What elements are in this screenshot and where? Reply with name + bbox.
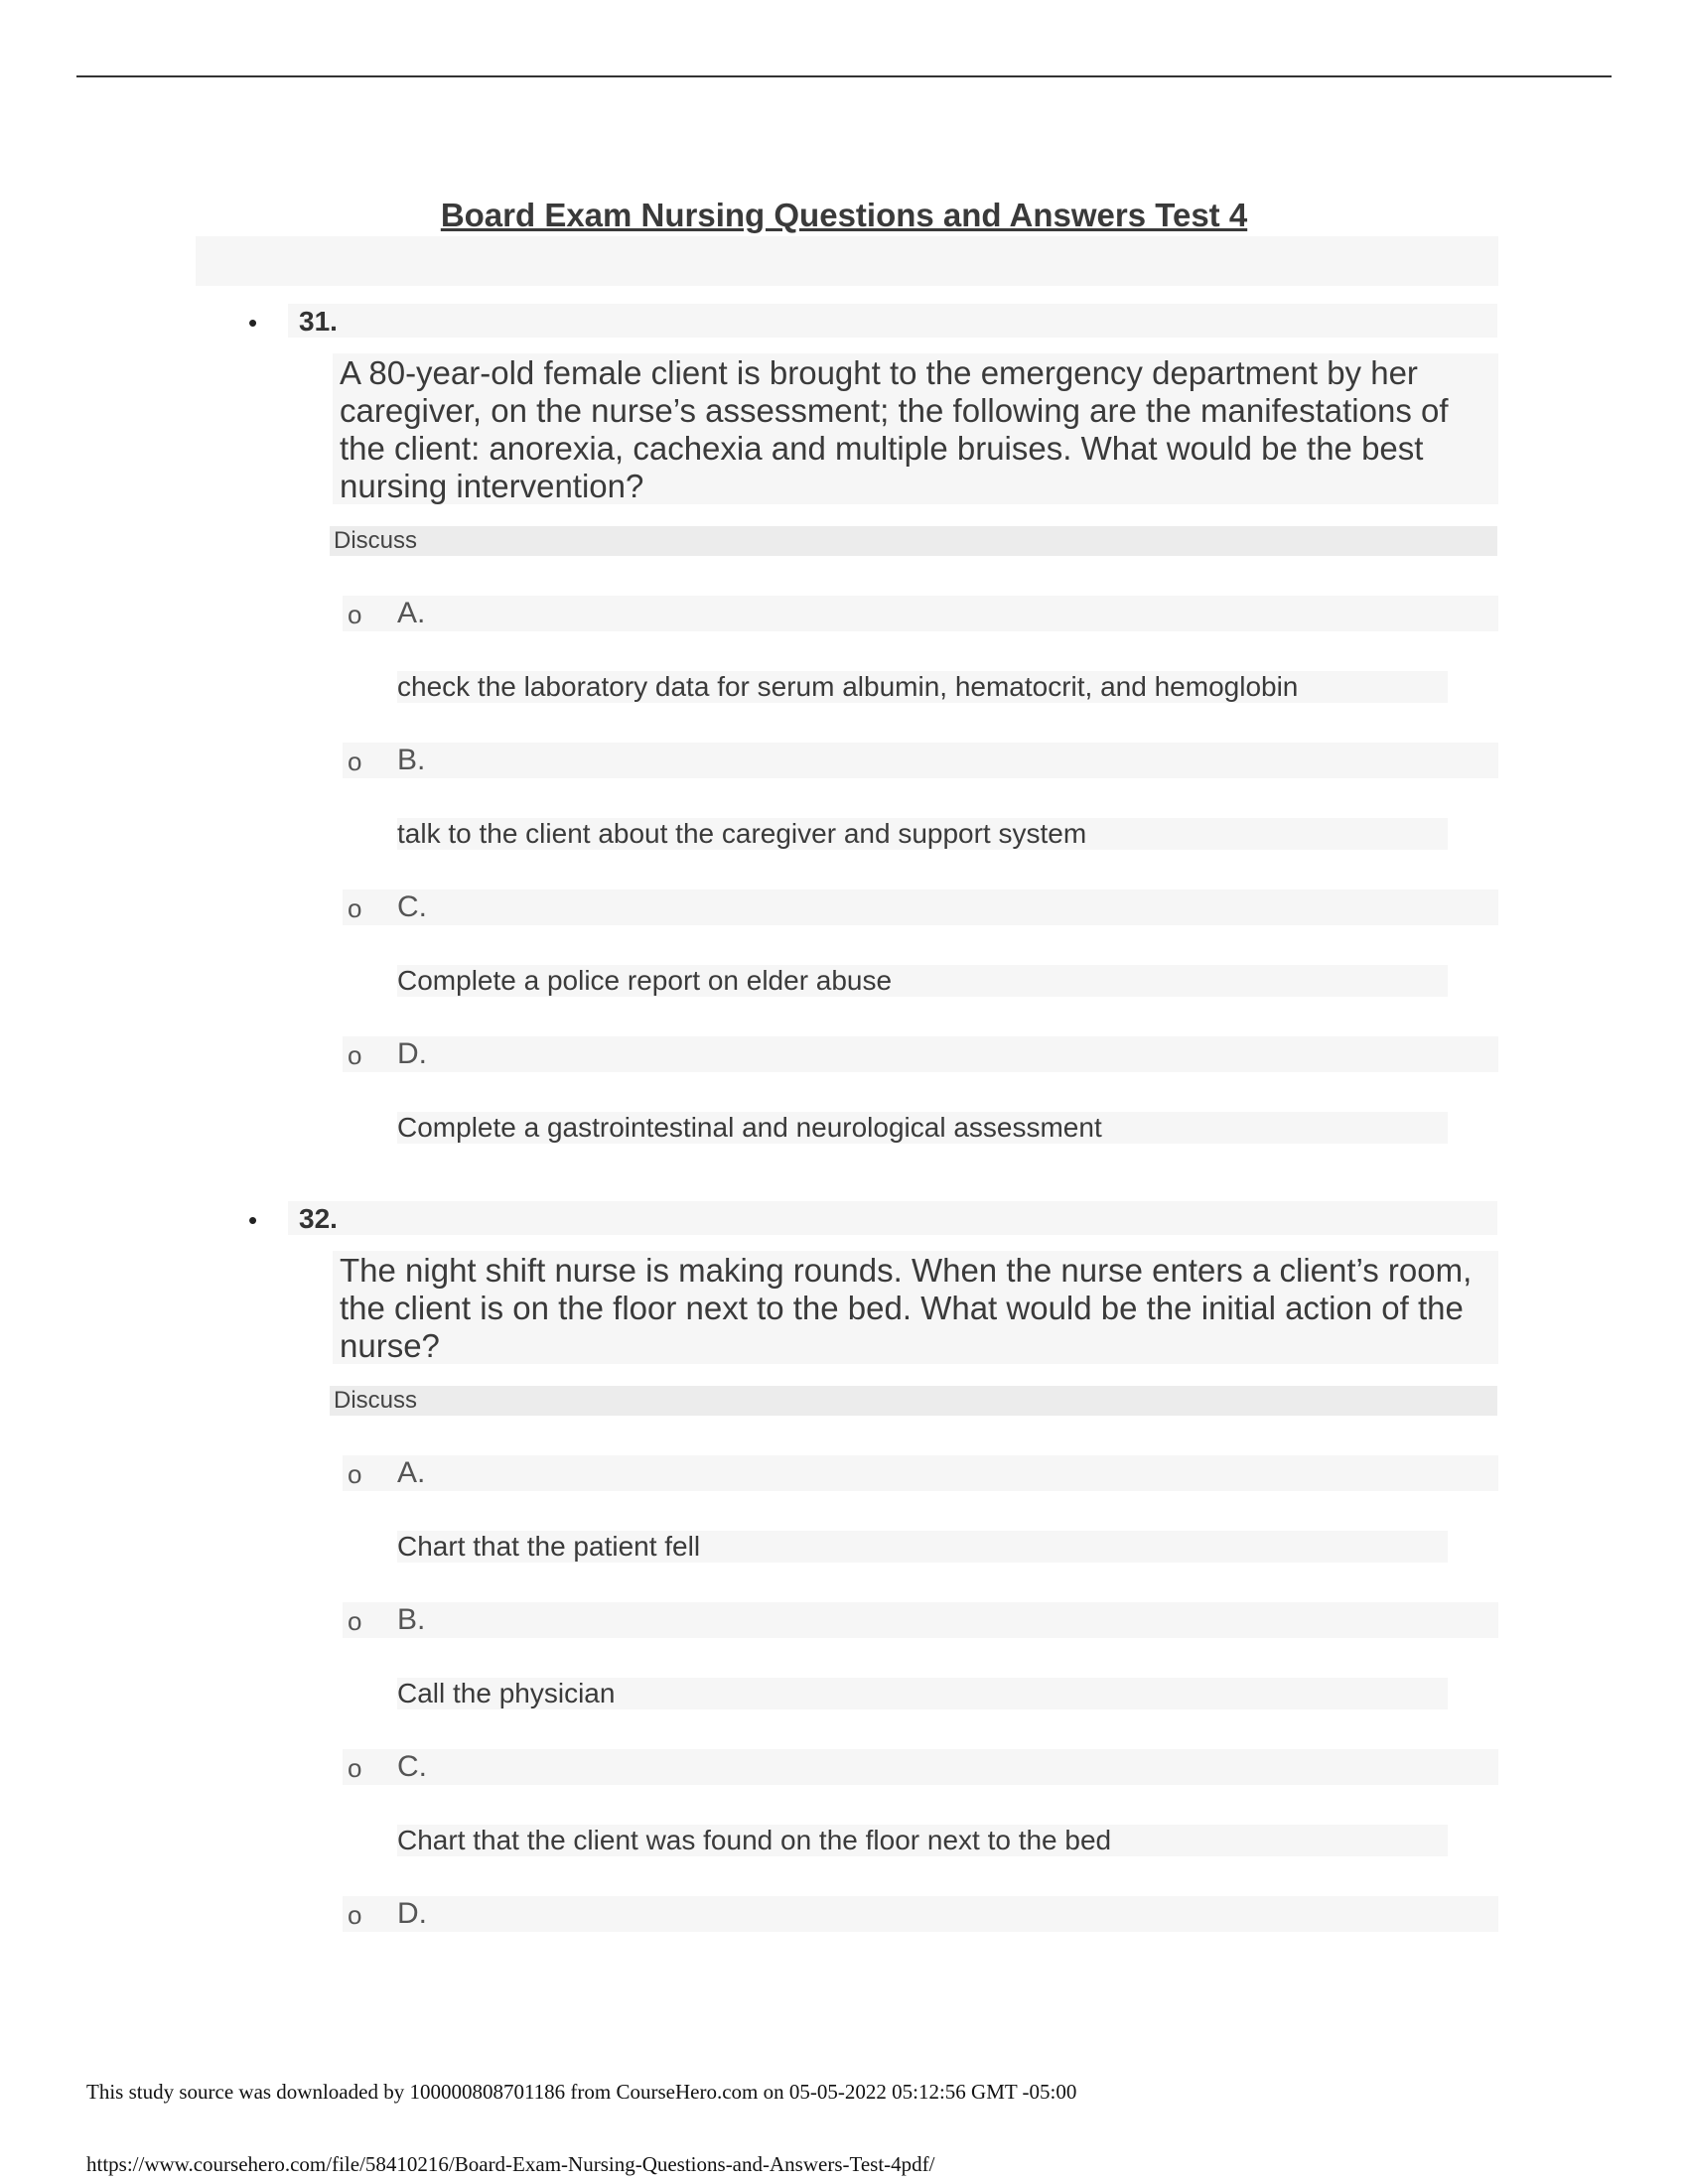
option-letter: B. bbox=[397, 1603, 426, 1636]
option-shade bbox=[343, 1749, 1498, 1785]
option-text: Chart that the patient fell bbox=[397, 1531, 701, 1562]
option-text: check the laboratory data for serum albumin, hematocrit, and hemoglobin bbox=[397, 671, 1299, 702]
option-letter: A. bbox=[397, 1456, 426, 1489]
page-title: Board Exam Nursing Questions and Answers Test 4 bbox=[440, 197, 1248, 233]
option-shade bbox=[343, 1455, 1498, 1491]
circle-marker: o bbox=[348, 1459, 362, 1489]
option-text: talk to the client about the caregiver and support system bbox=[397, 818, 1087, 849]
question-text: The night shift nurse is making rounds. When the nurse enters a client’s room, the client is on the floor next to the bed. What would be the initial action of the nurse? bbox=[340, 1252, 1473, 1364]
question-number: 32. bbox=[299, 1203, 338, 1234]
option-shade bbox=[343, 1602, 1498, 1638]
qnum-shade bbox=[288, 304, 1497, 338]
option-letter: D. bbox=[397, 1897, 427, 1930]
title-shade bbox=[196, 236, 1498, 286]
bullet-marker: • bbox=[248, 308, 258, 338]
option-text: Call the physician bbox=[397, 1678, 616, 1708]
top-rule bbox=[76, 75, 1612, 77]
option-shade bbox=[343, 1896, 1498, 1932]
circle-marker: o bbox=[348, 1900, 362, 1930]
question-number: 31. bbox=[299, 306, 338, 337]
circle-marker: o bbox=[348, 1606, 362, 1636]
option-letter: B. bbox=[397, 744, 426, 776]
option-text: Complete a police report on elder abuse bbox=[397, 965, 893, 996]
option-shade bbox=[343, 1036, 1498, 1072]
circle-marker: o bbox=[348, 600, 362, 629]
option-text: Complete a gastrointestinal and neurological assessment bbox=[397, 1112, 1102, 1143]
discuss-link[interactable]: Discuss bbox=[330, 1386, 1497, 1416]
question-text: A 80-year-old female client is brought to the emergency department by her caregiver, on the nurse’s assessment; the following are the manifestations of the client: anorexia, cachexia and multiple bruises. What would be the best nursing intervention? bbox=[340, 354, 1449, 504]
option-shade bbox=[343, 889, 1498, 925]
option-shade bbox=[343, 596, 1498, 631]
option-text: Chart that the client was found on the floor next to the bed bbox=[397, 1825, 1112, 1855]
circle-marker: o bbox=[348, 1753, 362, 1783]
discuss-link[interactable]: Discuss bbox=[330, 526, 1497, 556]
option-letter: D. bbox=[397, 1037, 427, 1070]
qnum-shade bbox=[288, 1201, 1497, 1235]
circle-marker: o bbox=[348, 747, 362, 776]
option-letter: A. bbox=[397, 597, 426, 629]
footer-source-line: This study source was downloaded by 100000808701186 from CourseHero.com on 05-05-2022 05:12:56 GMT -05:00 bbox=[86, 2080, 1077, 2104]
circle-marker: o bbox=[348, 1040, 362, 1070]
circle-marker: o bbox=[348, 893, 362, 923]
bullet-marker: • bbox=[248, 1205, 258, 1235]
option-letter: C. bbox=[397, 1750, 427, 1783]
option-letter: C. bbox=[397, 890, 427, 923]
footer-url[interactable]: https://www.coursehero.com/file/58410216/Board-Exam-Nursing-Questions-and-Answers-Test-4pdf/ bbox=[86, 2152, 935, 2176]
option-shade bbox=[343, 743, 1498, 778]
